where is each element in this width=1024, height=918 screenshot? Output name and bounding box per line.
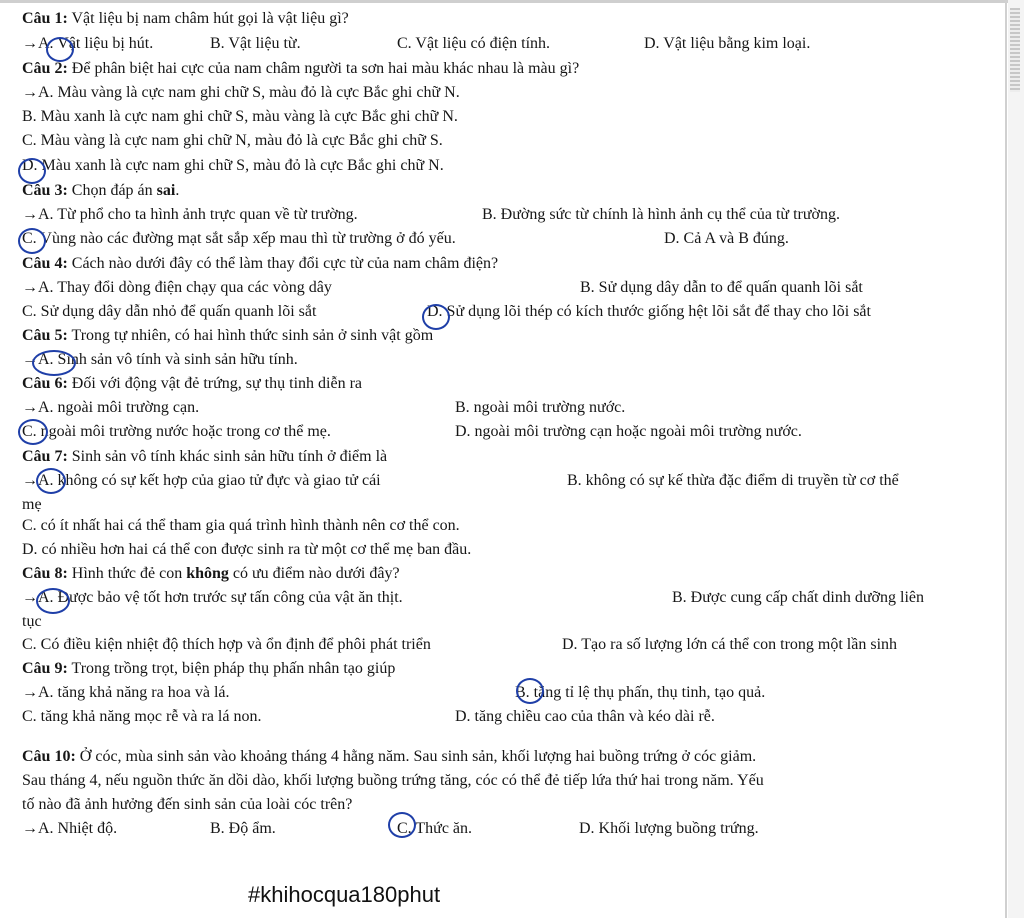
line-text: Để phân biệt hai cực của nam châm người ta sơn hai màu khác nhau là màu gì? (67, 60, 580, 77)
text-line (22, 106, 458, 128)
line-text: Hình thức đẻ con (67, 565, 187, 582)
line-text: tố nào đã ảnh hưởng đến sinh sản của loài cóc trên? (22, 796, 353, 813)
emphasis-text: sai (156, 182, 176, 199)
answer-option: →A. không có sự kết hợp của giao tử đực và giao tử cái (22, 472, 381, 489)
line-text: D. Màu xanh là cực nam ghi chữ S, màu đỏ là cực Bắc ghi chữ N. (22, 157, 444, 174)
line-text: Sinh sản vô tính khác sinh sản hữu tính ở điểm là (67, 448, 388, 465)
question-number: Câu 1: (22, 10, 68, 27)
text-line (22, 325, 433, 347)
line-text: D. có nhiều hơn hai cá thể con được sinh ra từ một cơ thể mẹ ban đầu. (22, 541, 472, 558)
answer-option: B. Được cung cấp chất dinh dưỡng liên (672, 589, 924, 606)
window-right-edge (1005, 0, 1007, 918)
answer-option: D. Sử dụng lõi thép có kích thước giống hệt lõi sắt để thay cho lõi sắt (427, 303, 871, 320)
answer-option: B. không có sự kế thừa đặc điểm di truyền từ cơ thể (567, 472, 899, 489)
text-line (22, 446, 387, 468)
answer-option: →A. ngoài môi trường cạn. (22, 399, 200, 416)
line-text: C. có ít nhất hai cá thể tham gia quá trình hình thành nên cơ thể con. (22, 517, 460, 534)
line-text: →A. Sinh sản vô tính và sinh sản hữu tính. (22, 351, 298, 368)
text-line (22, 373, 362, 395)
answer-option: →A. Nhiệt độ. (22, 820, 118, 837)
text-line (22, 515, 460, 537)
line-text: Sau tháng 4, nếu nguồn thức ăn dồi dào, khối lượng buồng trứng tăng, cóc có thể đẻ tiếp lứa thứ hai trong năm. Yếu (22, 772, 764, 789)
line-text: B. Màu xanh là cực nam ghi chữ S, màu vàng là cực Bắc ghi chữ N. (22, 108, 458, 125)
answer-option: C. Sử dụng dây dẫn nhỏ để quấn quanh lõi sắt (22, 303, 317, 320)
line-text: Đối với động vật đẻ trứng, sự thụ tinh diễn ra (67, 375, 362, 392)
line-text: Vật liệu bị nam châm hút gọi là vật liệu gì? (67, 10, 349, 27)
question-number: Câu 9: (22, 660, 68, 677)
answer-option: →A. tăng khả năng ra hoa và lá. (22, 684, 230, 701)
emphasis-text: không (186, 565, 229, 582)
text-line (22, 349, 298, 371)
question-number: Câu 10: (22, 748, 76, 765)
text-line (22, 180, 179, 202)
question-number: Câu 5: (22, 327, 68, 344)
line-text: Chọn đáp án (67, 182, 157, 199)
answer-option: D. Tạo ra số lượng lớn cá thể con trong một lần sinh (562, 636, 898, 653)
answer-option: D. tăng chiều cao của thân và kéo dài rễ. (455, 708, 715, 725)
answer-option: C. Có điều kiện nhiệt độ thích hợp và ổn định để phôi phát triển (22, 636, 431, 653)
line-text: tục (22, 613, 42, 630)
answer-option: D. ngoài môi trường cạn hoặc ngoài môi trường nước. (455, 423, 802, 440)
answer-option: B. Đường sức từ chính là hình ảnh cụ thể của từ trường. (482, 206, 840, 223)
text-line (22, 794, 352, 816)
answer-option: B. Vật liệu từ. (210, 35, 301, 52)
answer-option: D. Cả A và B đúng. (664, 230, 789, 247)
answer-option: →A. Vật liệu bị hút. (22, 35, 154, 52)
answer-option: B. Độ ẩm. (210, 820, 276, 837)
line-text: . (175, 182, 180, 199)
line-text: C. Màu vàng là cực nam ghi chữ N, màu đỏ là cực Bắc ghi chữ S. (22, 132, 443, 149)
question-number: Câu 4: (22, 255, 68, 272)
answer-option: C. ngoài môi trường nước hoặc trong cơ thể mẹ. (22, 423, 331, 440)
text-line (22, 130, 443, 152)
line-text: Trong tự nhiên, có hai hình thức sinh sản ở sinh vật gồm (67, 327, 434, 344)
text-line (22, 746, 756, 768)
line-text: Trong trồng trọt, biện pháp thụ phấn nhân tạo giúp (67, 660, 396, 677)
window-top-edge (0, 0, 1024, 3)
line-text: →A. Màu vàng là cực nam ghi chữ S, màu đỏ là cực Bắc ghi chữ N. (22, 84, 460, 101)
answer-option: →A. Được bảo vệ tốt hơn trước sự tấn công của vật ăn thịt. (22, 589, 403, 606)
answer-option: C. Vùng nào các đường mạt sắt sắp xếp mau thì từ trường ở đó yếu. (22, 230, 456, 247)
text-line (22, 658, 395, 680)
answer-option: C. Thức ăn. (397, 820, 473, 837)
answer-option: C. tăng khả năng mọc rễ và ra lá non. (22, 708, 262, 725)
scrollbar-track[interactable] (1008, 0, 1024, 918)
answer-option: →A. Từ phổ cho ta hình ảnh trực quan về từ trường. (22, 206, 358, 223)
question-number: Câu 7: (22, 448, 68, 465)
line-text: Cách nào dưới đây có thể làm thay đổi cực từ của nam châm điện? (67, 255, 499, 272)
line-text: có ưu điểm nào dưới đây? (228, 565, 400, 582)
text-line (22, 539, 471, 561)
text-line (22, 58, 579, 80)
scrollbar-thumb[interactable] (1010, 8, 1020, 92)
text-line (22, 494, 42, 516)
question-number: Câu 2: (22, 60, 68, 77)
question-number: Câu 8: (22, 565, 68, 582)
answer-option: B. Sử dụng dây dẫn to để quấn quanh lõi sắt (580, 279, 863, 296)
text-line (22, 563, 400, 585)
hashtag-caption: #khihocqua180phut (248, 882, 441, 907)
answer-option: D. Khối lượng buồng trứng. (579, 820, 759, 837)
answer-option: C. Vật liệu có điện tính. (397, 35, 551, 52)
line-text: mẹ (22, 496, 42, 513)
text-line (22, 82, 460, 104)
question-number: Câu 3: (22, 182, 68, 199)
text-line (22, 253, 498, 275)
text-line (22, 8, 349, 30)
answer-option: D. Vật liệu bằng kim loại. (644, 35, 811, 52)
answer-option: B. ngoài môi trường nước. (455, 399, 626, 416)
text-line (22, 611, 42, 633)
answer-option: B. tăng tỉ lệ thụ phấn, thụ tinh, tạo quả. (515, 684, 766, 701)
text-line (22, 155, 444, 177)
answer-option: →A. Thay đổi dòng điện chạy qua các vòng dây (22, 279, 332, 296)
line-text: Ở cóc, mùa sinh sản vào khoảng tháng 4 hằng năm. Sau sinh sản, khối lượng hai buồng trứng ở cóc giảm. (75, 748, 757, 765)
text-line (22, 770, 764, 792)
question-number: Câu 6: (22, 375, 68, 392)
